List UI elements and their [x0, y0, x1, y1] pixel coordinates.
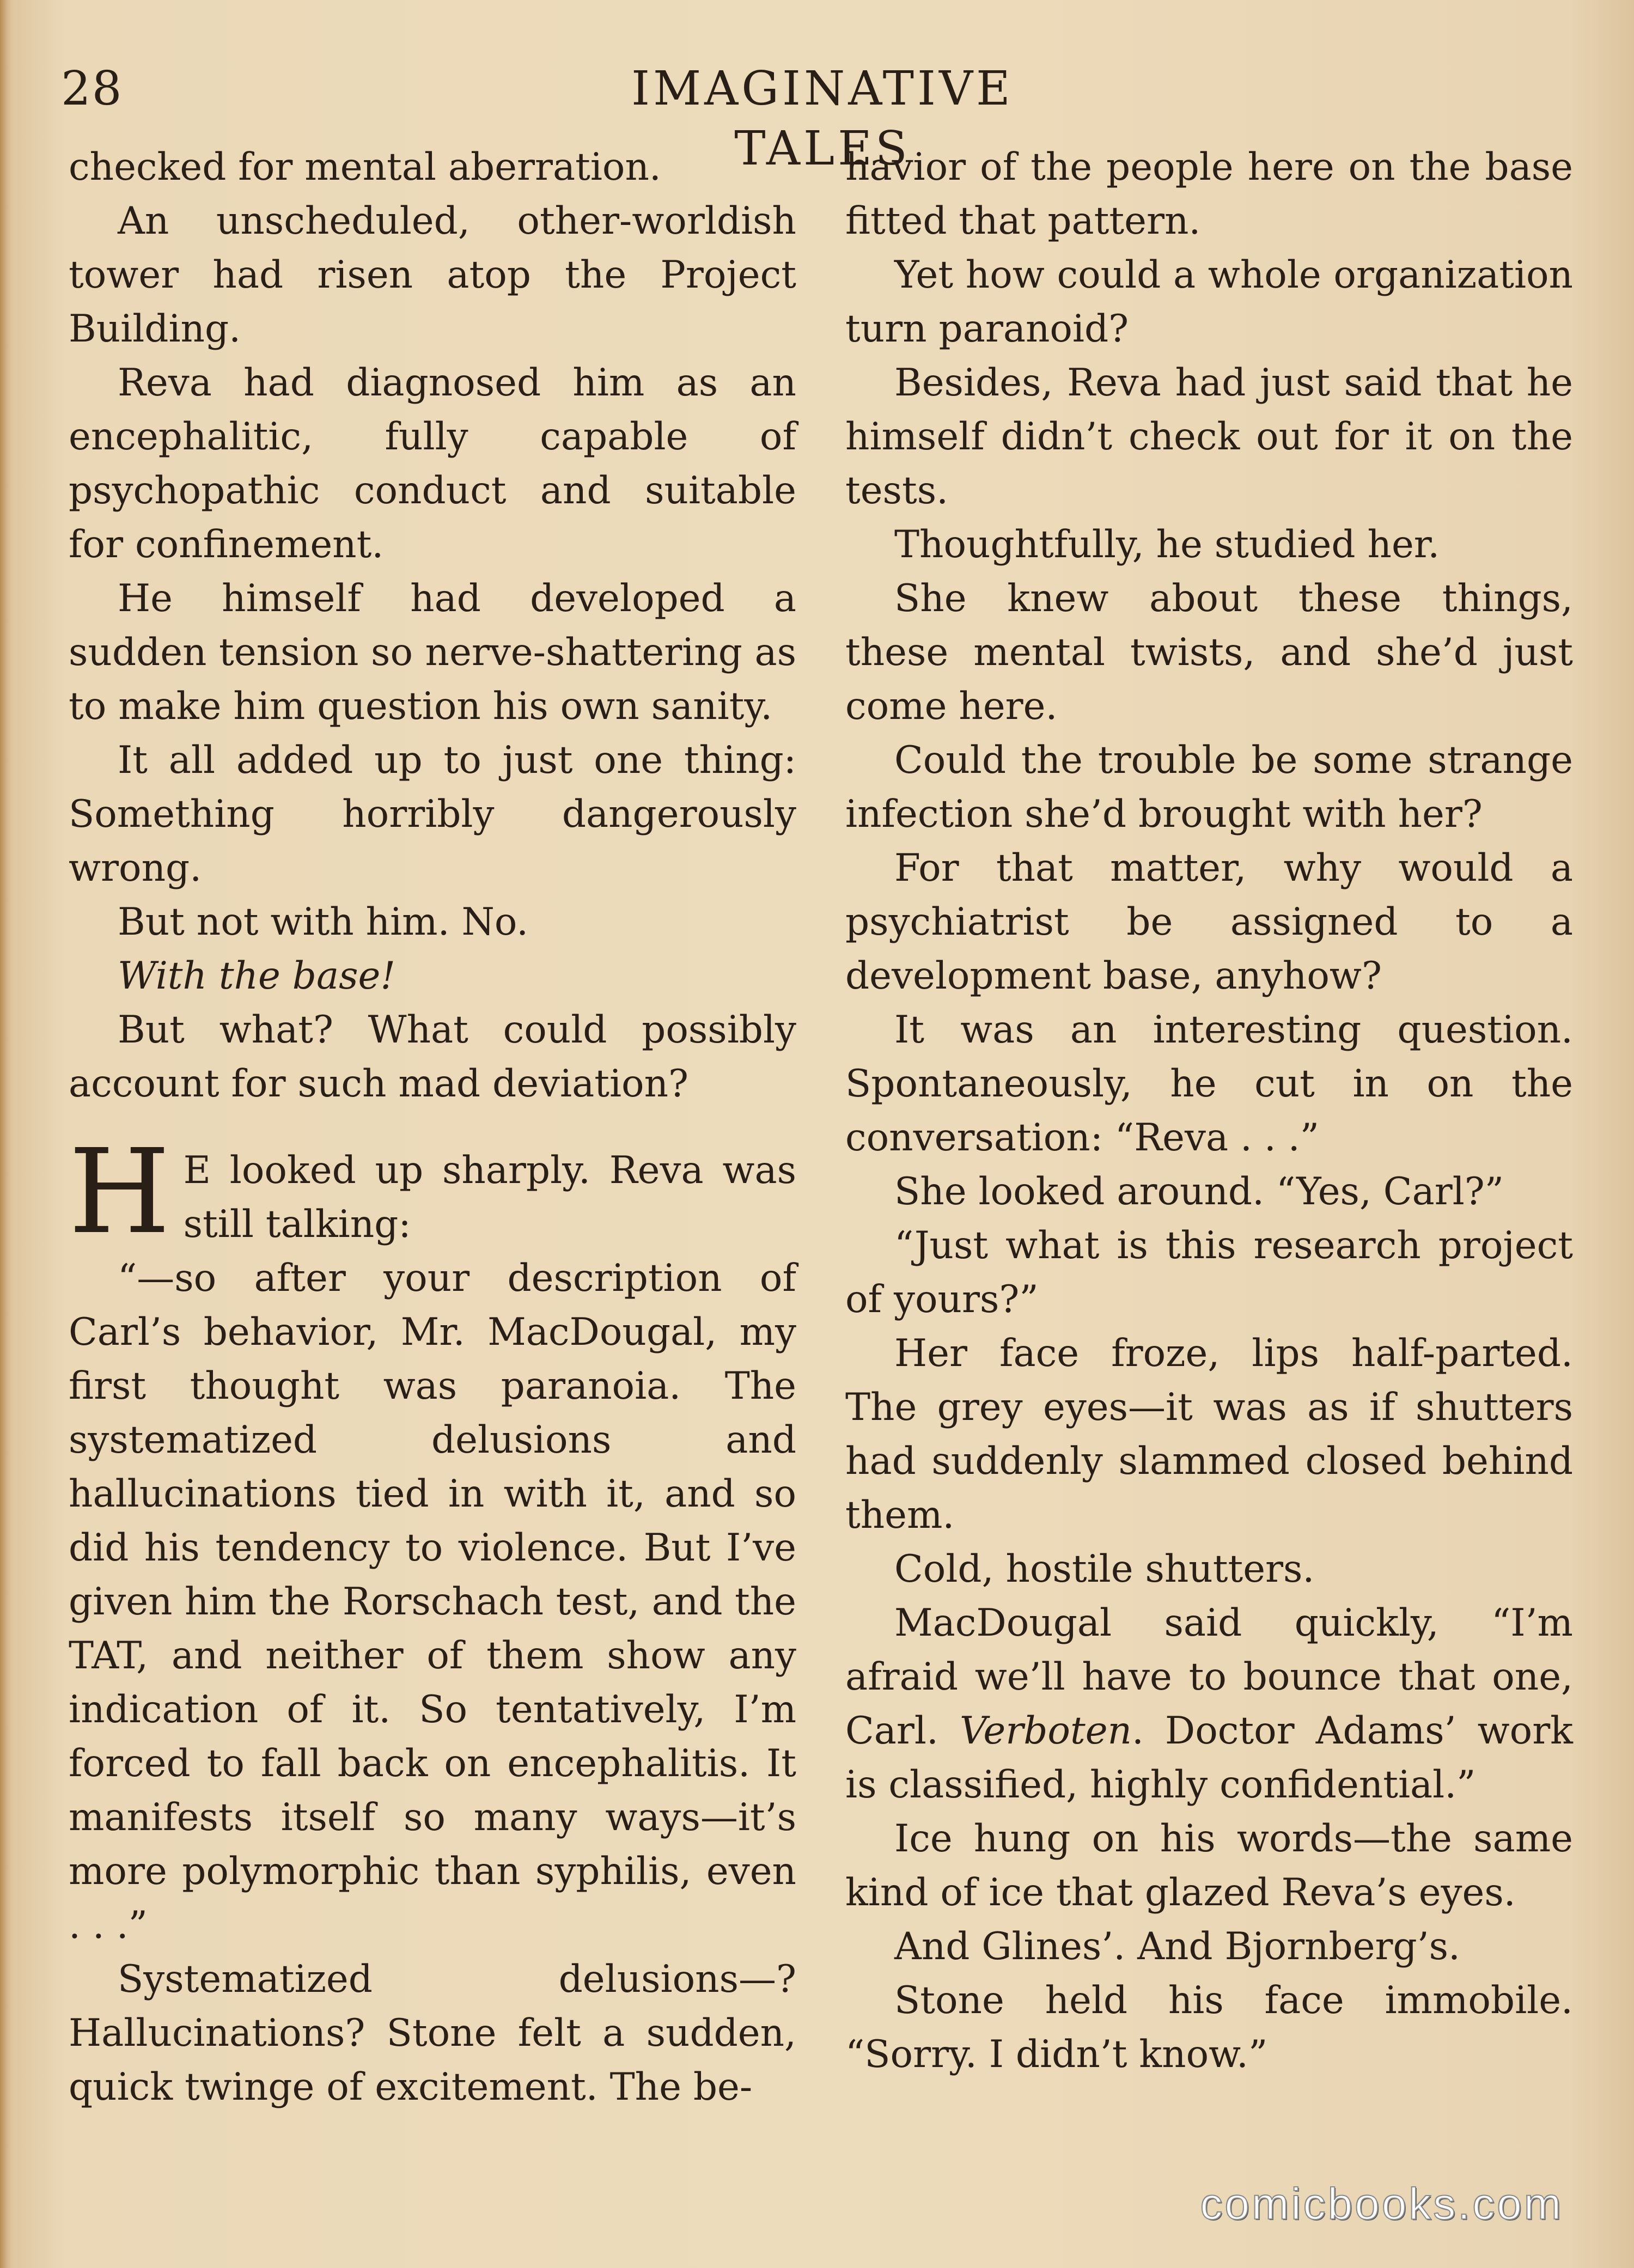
paragraph-text: E looked up sharply. Reva was still talking: [183, 1149, 796, 1246]
paragraph: He himself had developed a sudden tension so nerve-shattering as to make him question his own sanity. [69, 577, 796, 728]
section-opening-paragraph [69, 1124, 796, 1260]
paragraph: It was an interesting question. Spontaneously, he cut in on the conversation: “Reva . . .” [845, 1008, 1573, 1160]
italic-word: Verboten [959, 1709, 1132, 1753]
paragraph: havior of the people here on the base fitted that pattern. [845, 145, 1573, 243]
paragraph: Her face froze, lips half-parted. The grey eyes—it was as if shutters had suddenly slammed closed behind them. [845, 1332, 1573, 1537]
left-column [69, 141, 796, 2114]
paragraph: Thoughtfully, he studied her. [894, 523, 1440, 566]
paragraph: Reva had diagnosed him as an encephalitic, fully capable of psychopathic conduct and suitable for confinement. [69, 361, 796, 566]
paragraph: She knew about these things, these mental twists, and she’d just come here. [845, 577, 1573, 728]
paragraph: She looked around. “Yes, Carl?” [894, 1170, 1504, 1214]
watermark: comicbooks.com [1200, 2179, 1563, 2229]
paragraph: checked for mental aberration. [69, 145, 661, 189]
section-break [69, 1111, 796, 1144]
paragraph: Cold, hostile shutters. [894, 1547, 1315, 1591]
paragraph: Yet how could a whole organization turn paranoid? [845, 253, 1573, 351]
paragraph-with-italic [845, 1596, 1573, 1812]
paragraph: And Glines’. And Bjornberg’s. [894, 1925, 1460, 1968]
right-column [845, 141, 1573, 2082]
paragraph: Could the trouble be some strange infection she’d brought with her? [845, 739, 1573, 836]
running-title: IMAGINATIVE TALES [631, 62, 1014, 176]
paragraph: But what? What could possibly account for such mad deviation? [69, 1008, 796, 1106]
paragraph: It all added up to just one thing: Something horribly dangerously wrong. [69, 739, 796, 890]
paragraph: Besides, Reva had just said that he himself didn’t check out for it on the tests. [845, 361, 1573, 513]
paragraph: “—so after your description of Carl’s behavior, Mr. MacDougal, my first thought was paranoia. The systematized delusions and hallucinations tied in with it, and so did his tendency to violence. But I’ve given him the Rorschach test, and the TAT, and neither of them show any indication of it. So tentatively, I’m forced to fall back on encephalitis. It manifests itself so many ways—it’s more polymorphic than syphilis, even . . .” [69, 1257, 796, 1947]
paragraph: “Just what is this research project of yours?” [845, 1224, 1573, 1321]
page-number: 28 [61, 62, 123, 116]
paragraph: For that matter, why would a psychiatrist be assigned to a development base, anyhow? [845, 846, 1573, 998]
paragraph: Ice hung on his words—the same kind of ice that glazed Reva’s eyes. [845, 1817, 1573, 1915]
paragraph: But not with him. No. [118, 900, 529, 944]
text-run: MacDougal said quickly, “I’m afraid we’ll have to bounce that one, Carl. [845, 1601, 1573, 1753]
italic-paragraph: With the base! [118, 954, 396, 998]
drop-cap: H [69, 1124, 170, 1260]
paragraph: Systematized delusions—? Hallucinations? Stone felt a sudden, quick twinge of excitement. The be- [69, 1958, 796, 2109]
paragraph: An unscheduled, other-worldish tower had risen atop the Project Building. [69, 199, 796, 351]
text-run: . Doctor Adams’ work is classified, highly confidential.” [845, 1709, 1573, 1807]
paragraph: Stone held his face immobile. “Sorry. I didn’t know.” [845, 1979, 1573, 2076]
